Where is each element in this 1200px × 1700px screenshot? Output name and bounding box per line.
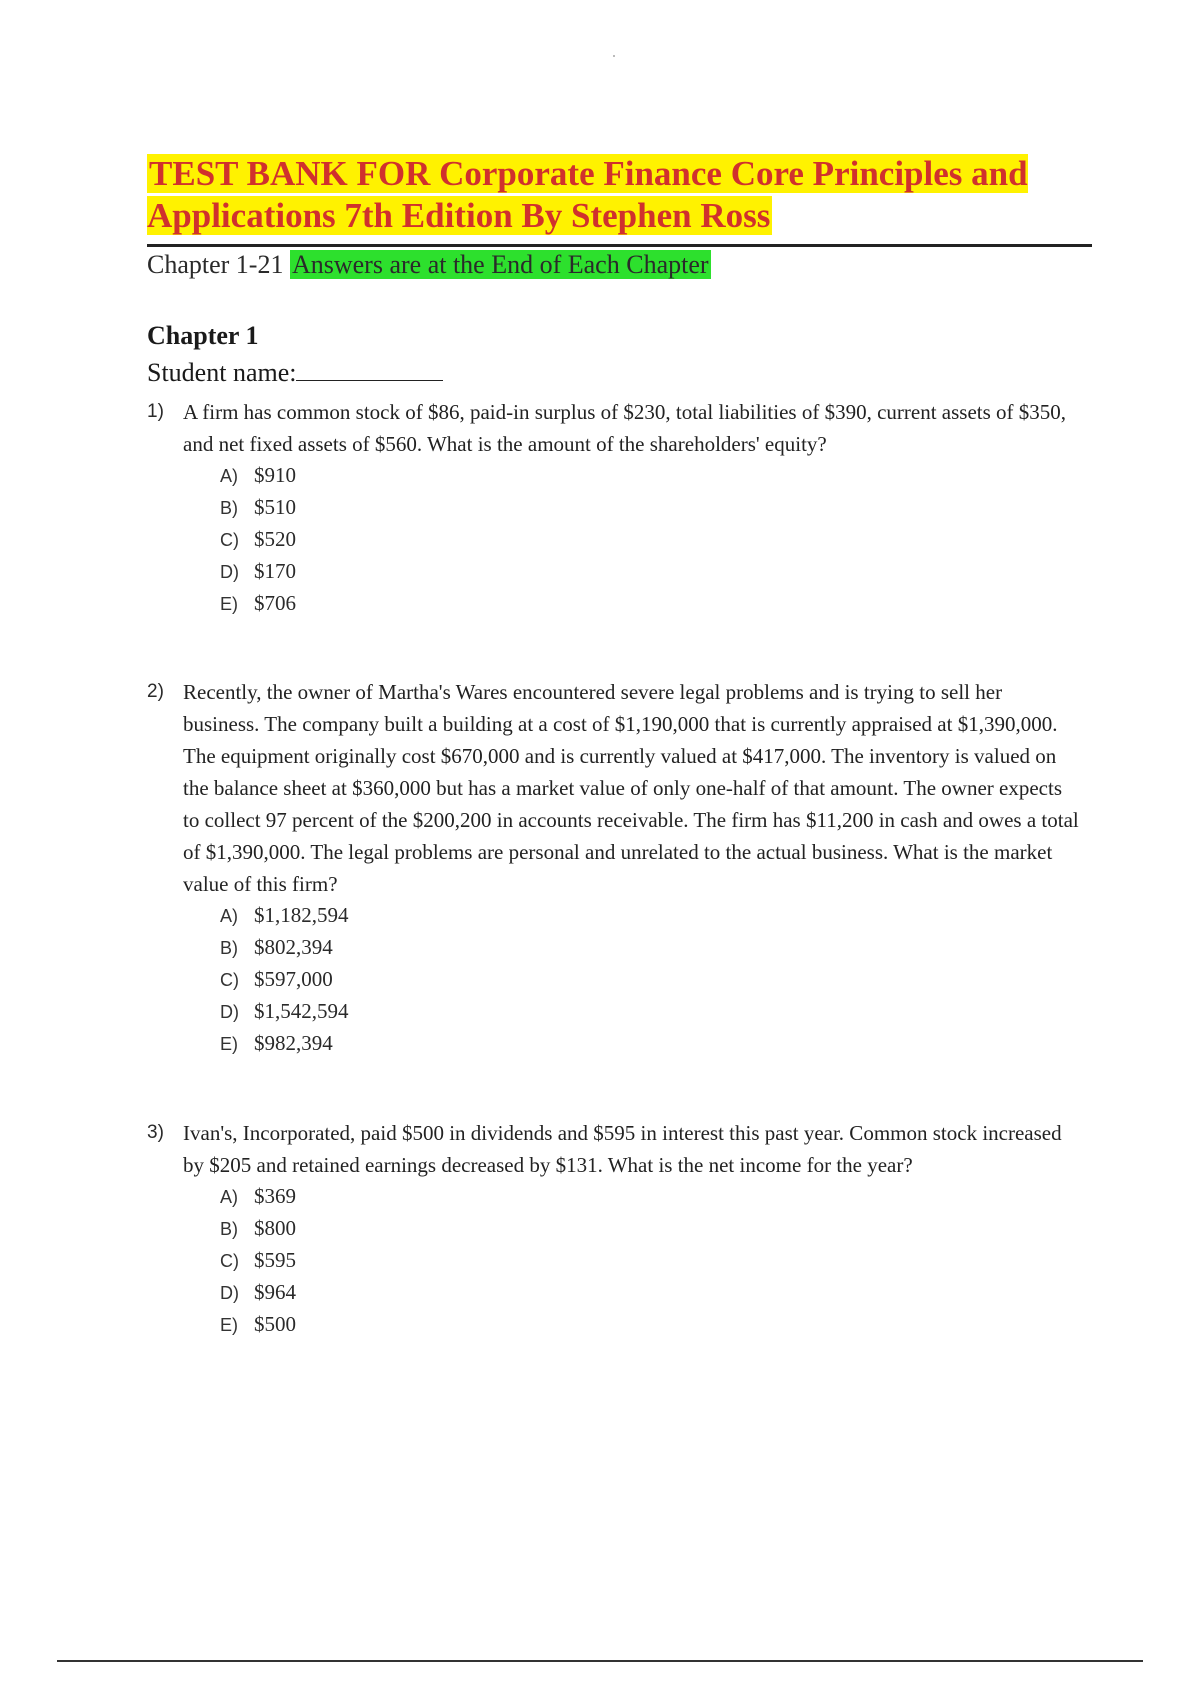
question-1 bbox=[147, 396, 1082, 620]
chapter-range: Chapter 1-21 bbox=[147, 250, 284, 279]
question-number: 2) bbox=[147, 681, 164, 702]
footer-divider bbox=[57, 1660, 1143, 1662]
option-value: $802,394 bbox=[254, 935, 333, 959]
option-letter: B) bbox=[220, 938, 238, 958]
option-value: $597,000 bbox=[254, 967, 333, 991]
answer-option[interactable] bbox=[220, 996, 1082, 1028]
option-value: $510 bbox=[254, 495, 296, 519]
option-letter: B) bbox=[220, 498, 238, 518]
student-name-line bbox=[147, 358, 443, 388]
option-value: $1,542,594 bbox=[254, 999, 349, 1023]
option-value: $706 bbox=[254, 591, 296, 615]
question-2 bbox=[147, 676, 1082, 1060]
question-number: 3) bbox=[147, 1122, 164, 1143]
answer-option[interactable] bbox=[220, 588, 1082, 620]
option-letter: C) bbox=[220, 530, 239, 550]
answer-options bbox=[220, 460, 1082, 620]
question-3 bbox=[147, 1117, 1082, 1341]
option-letter: D) bbox=[220, 562, 239, 582]
answer-option[interactable] bbox=[220, 1309, 1082, 1341]
option-letter: A) bbox=[220, 906, 238, 926]
option-value: $982,394 bbox=[254, 1031, 333, 1055]
option-value: $500 bbox=[254, 1312, 296, 1336]
answer-option[interactable] bbox=[220, 1181, 1082, 1213]
document-title-text: TEST BANK FOR Corporate Finance Core Principles and Applications 7th Edition By Stephen Ross bbox=[147, 154, 1028, 235]
option-value: $800 bbox=[254, 1216, 296, 1240]
option-letter: C) bbox=[220, 1251, 239, 1271]
option-letter: A) bbox=[220, 1187, 238, 1207]
option-letter: E) bbox=[220, 594, 238, 614]
option-letter: D) bbox=[220, 1283, 239, 1303]
option-letter: D) bbox=[220, 1002, 239, 1022]
answer-option[interactable] bbox=[220, 1245, 1082, 1277]
page-mark bbox=[613, 55, 615, 57]
option-value: $520 bbox=[254, 527, 296, 551]
title-divider bbox=[147, 244, 1092, 247]
option-value: $369 bbox=[254, 1184, 296, 1208]
option-letter: C) bbox=[220, 970, 239, 990]
option-letter: E) bbox=[220, 1315, 238, 1335]
answer-option[interactable] bbox=[220, 1028, 1082, 1060]
student-name-blank[interactable] bbox=[296, 360, 443, 381]
question-text: Ivan's, Incorporated, paid $500 in dividends and $595 in interest this past year. Common stock increased by $205 and retained earnings decreased by $131. What is the net income for the year? bbox=[183, 1121, 1062, 1177]
answer-options bbox=[220, 900, 1082, 1060]
question-text: Recently, the owner of Martha's Wares encountered severe legal problems and is trying to sell her business. The company built a building at a cost of $1,190,000 that is currently appraised at $1,390,000. The equipment originally cost $670,000 and is currently valued at $417,000. The inventory is valued on the balance sheet at $360,000 but has a market value of only one-half of that amount. The owner expects to collect 97 percent of the $200,200 in accounts receivable. The firm has $11,200 in cash and owes a total of $1,390,000. The legal problems are personal and unrelated to the actual business. What is the market value of this firm? bbox=[183, 680, 1079, 896]
option-value: $1,182,594 bbox=[254, 903, 349, 927]
option-letter: B) bbox=[220, 1219, 238, 1239]
answer-options bbox=[220, 1181, 1082, 1341]
question-text: A firm has common stock of $86, paid-in surplus of $230, total liabilities of $390, current assets of $350, and net fixed assets of $560. What is the amount of the shareholders' equity? bbox=[183, 400, 1067, 456]
answer-option[interactable] bbox=[220, 900, 1082, 932]
option-value: $964 bbox=[254, 1280, 296, 1304]
answer-option[interactable] bbox=[220, 524, 1082, 556]
question-number: 1) bbox=[147, 401, 164, 422]
answer-option[interactable] bbox=[220, 1213, 1082, 1245]
answer-option[interactable] bbox=[220, 556, 1082, 588]
answer-option[interactable] bbox=[220, 1277, 1082, 1309]
option-value: $595 bbox=[254, 1248, 296, 1272]
option-value: $170 bbox=[254, 559, 296, 583]
option-value: $910 bbox=[254, 463, 296, 487]
option-letter: A) bbox=[220, 466, 238, 486]
document-title bbox=[147, 153, 1067, 237]
answer-option[interactable] bbox=[220, 964, 1082, 996]
student-name-label: Student name: bbox=[147, 358, 297, 387]
option-letter: E) bbox=[220, 1034, 238, 1054]
answer-option[interactable] bbox=[220, 460, 1082, 492]
chapter-range-line bbox=[147, 249, 711, 281]
answer-option[interactable] bbox=[220, 492, 1082, 524]
answers-note: Answers are at the End of Each Chapter bbox=[291, 250, 709, 279]
answer-option[interactable] bbox=[220, 932, 1082, 964]
chapter-heading: Chapter 1 bbox=[147, 321, 259, 350]
